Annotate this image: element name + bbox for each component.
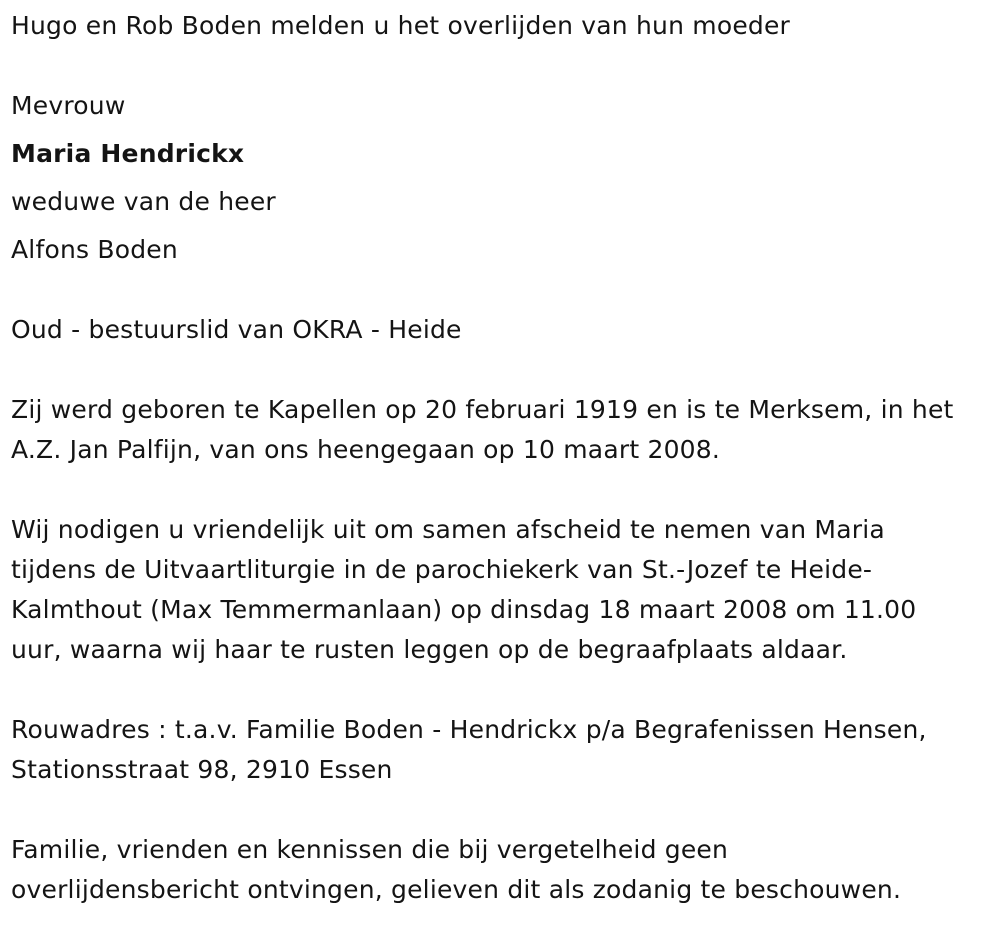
closing-line-1: Familie, vrienden en kennissen die bij vergetelheid geen bbox=[11, 835, 729, 864]
invitation-line-1: Wij nodigen u vriendelijk uit om samen afscheid te nemen van Maria bbox=[11, 515, 885, 544]
deceased-name: Maria Hendrickx bbox=[11, 139, 245, 168]
salutation: Mevrouw bbox=[11, 91, 126, 120]
announcement-text: Hugo en Rob Boden melden u het overlijden van hun moeder bbox=[11, 11, 791, 40]
birth-death-line-2: A.Z. Jan Palfijn, van ons heengegaan op 10 maart 2008. bbox=[11, 435, 721, 464]
address-line-2: Stationsstraat 98, 2910 Essen bbox=[11, 755, 393, 784]
birth-death-line-1: Zij werd geboren te Kapellen op 20 februari 1919 en is te Merksem, in het bbox=[11, 395, 954, 424]
widow-line: weduwe van de heer bbox=[11, 187, 276, 216]
closing-line-2: overlijdensbericht ontvingen, gelieven dit als zodanig te beschouwen. bbox=[11, 875, 902, 904]
address-line-1: Rouwadres : t.a.v. Familie Boden - Hendrickx p/a Begrafenissen Hensen, bbox=[11, 715, 927, 744]
invitation-line-3: Kalmthout (Max Temmermanlaan) op dinsdag 18 maart 2008 om 11.00 bbox=[11, 595, 917, 624]
invitation-line-2: tijdens de Uitvaartliturgie in de parochiekerk van St.-Jozef te Heide- bbox=[11, 555, 873, 584]
spouse-name: Alfons Boden bbox=[11, 235, 178, 264]
invitation-line-4: uur, waarna wij haar te rusten leggen op de begraafplaats aldaar. bbox=[11, 635, 848, 664]
membership-line: Oud - bestuurslid van OKRA - Heide bbox=[11, 315, 462, 344]
